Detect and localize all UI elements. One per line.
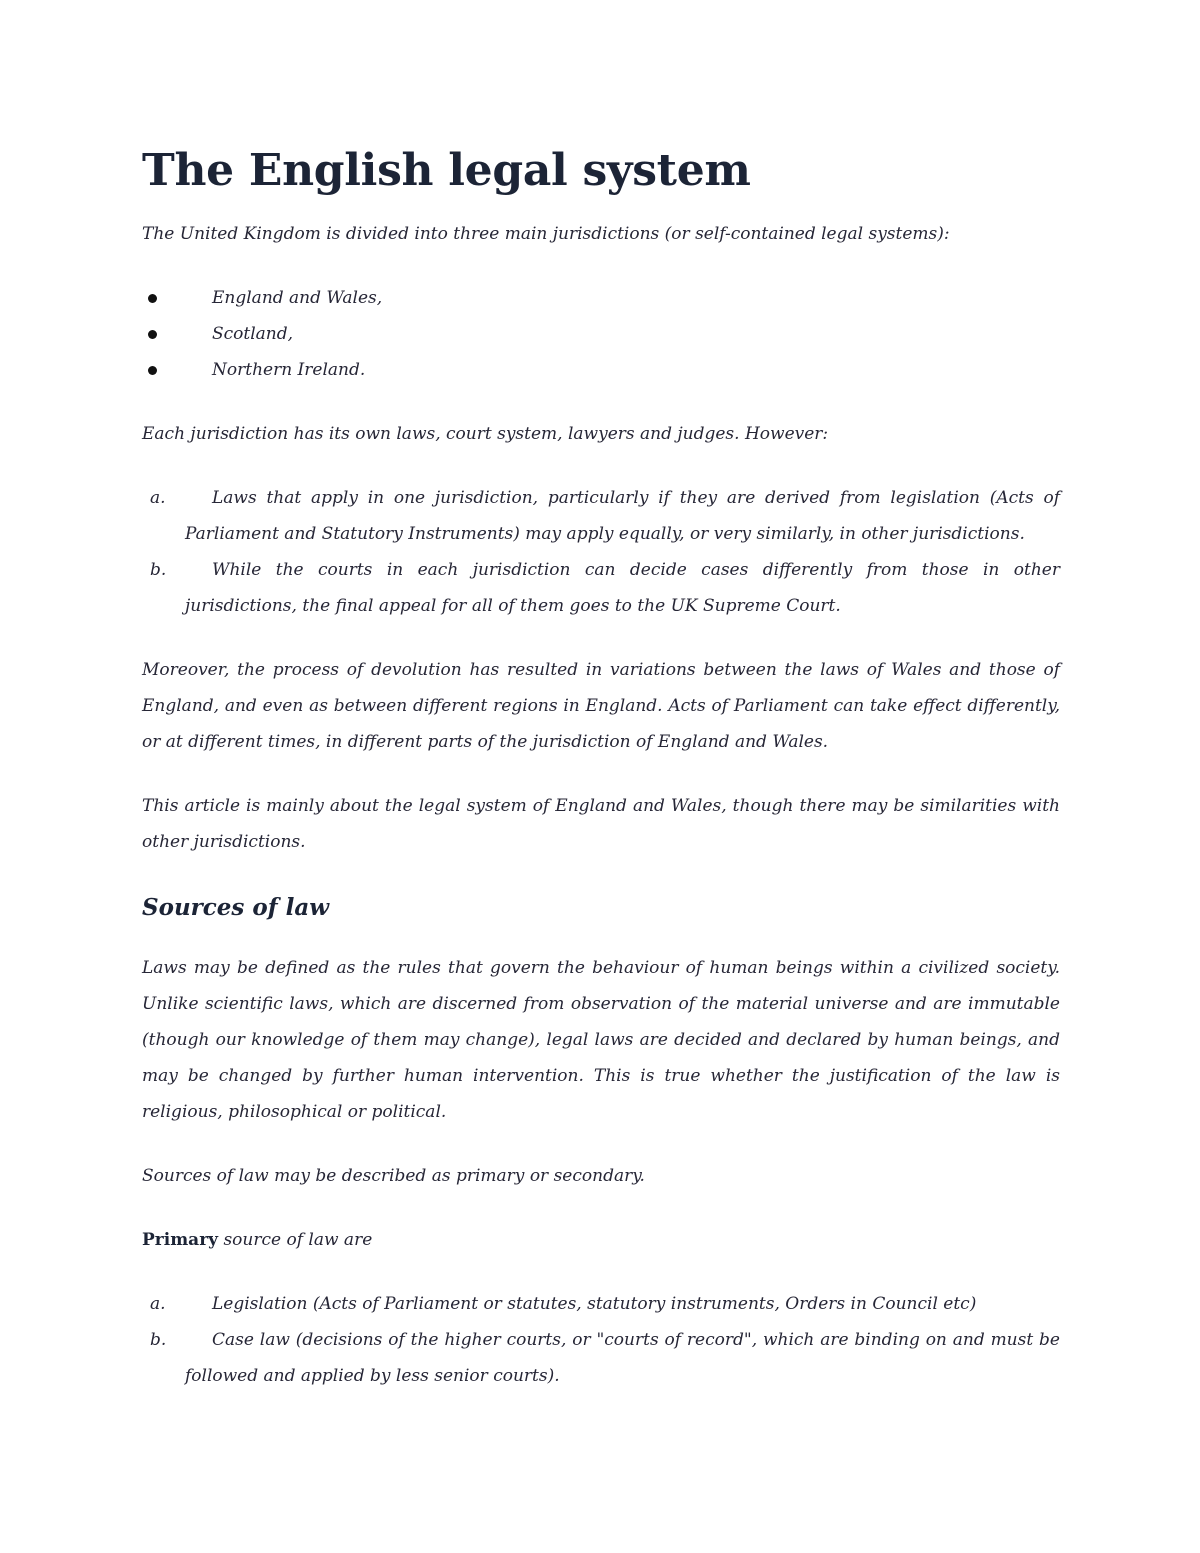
page-title: The English legal system <box>142 145 751 196</box>
list-item <box>142 480 1060 552</box>
list-item <box>142 1322 1060 1394</box>
list-item <box>142 1286 1060 1322</box>
list-item-text: Case law (decisions of the higher courts, or "courts of record", which are binding on and must be followed and applied by less senior courts). <box>185 1330 1060 1386</box>
list-item-text: Northern Ireland. <box>212 360 366 380</box>
list-item-text: Legislation (Acts of Parliament or statutes, statutory instruments, Orders in Council etc) <box>212 1294 977 1314</box>
article-scope-paragraph: This article is mainly about the legal system of England and Wales, though there may be similarities with other jurisdictions. <box>142 796 1060 852</box>
list-marker: b. <box>150 560 167 580</box>
list-marker: b. <box>150 1330 167 1350</box>
list-item-text: Laws that apply in one jurisdiction, particularly if they are derived from legislation (Acts of Parliament and Statutory Instruments) may apply equally, or very similarly, in other jurisdictions. <box>185 488 1060 544</box>
list-item <box>142 316 1060 352</box>
sources-described-paragraph: Sources of law may be described as primary or secondary. <box>142 1166 645 1186</box>
sources-heading: Sources of law <box>142 894 330 921</box>
however-list <box>142 480 1060 624</box>
laws-defined-paragraph: Laws may be defined as the rules that govern the behaviour of human beings within a civilized society. Unlike scientific laws, which are discerned from observation of the material universe and are immutable (though our knowledge of them may change), legal laws are decided and declared by human beings, and may be changed by further human intervention. This is true whether the justification of the law is religious, philosophical or political. <box>142 958 1060 1122</box>
bullet-icon <box>148 330 157 339</box>
primary-lead-paragraph <box>142 1222 1060 1258</box>
list-item <box>142 352 1060 388</box>
devolution-paragraph: Moreover, the process of devolution has resulted in variations between the laws of Wales and those of England, and even as between different regions in England. Acts of Parliament can take effect differently, or at different times, in different parts of the jurisdiction of England and Wales. <box>142 660 1060 752</box>
list-item <box>142 280 1060 316</box>
jurisdictions-list <box>142 280 1060 388</box>
document-page <box>142 140 1060 1422</box>
each-jurisdiction-paragraph: Each jurisdiction has its own laws, court system, lawyers and judges. However: <box>142 424 829 444</box>
primary-lead-text: source of law are <box>218 1230 373 1250</box>
primary-bold-label: Primary <box>142 1230 219 1250</box>
primary-sources-list <box>142 1286 1060 1394</box>
list-marker: a. <box>150 488 166 508</box>
bullet-icon <box>148 294 157 303</box>
bullet-icon <box>148 366 157 375</box>
list-item-text: While the courts in each jurisdiction can decide cases differently from those in other jurisdictions, the final appeal for all of them goes to the UK Supreme Court. <box>185 560 1060 616</box>
list-marker: a. <box>150 1294 166 1314</box>
intro-paragraph: The United Kingdom is divided into three main jurisdictions (or self-contained legal systems): <box>142 224 950 244</box>
list-item-text: Scotland, <box>212 324 294 344</box>
list-item-text: England and Wales, <box>212 288 383 308</box>
list-item <box>142 552 1060 624</box>
